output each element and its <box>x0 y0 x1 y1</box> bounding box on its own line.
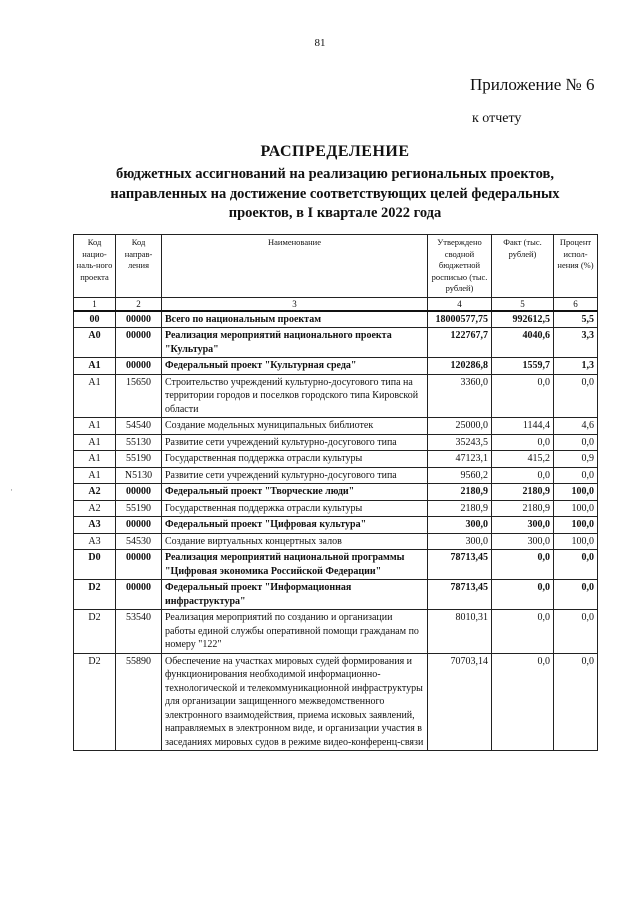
table-row <box>74 517 598 534</box>
header-name: Наименование <box>162 235 428 298</box>
name-cell: Создание виртуальных концертных залов <box>162 533 428 550</box>
percent-cell: 4,6 <box>554 418 598 435</box>
fact-cell: 415,2 <box>492 451 554 468</box>
fact-cell: 0,0 <box>492 610 554 654</box>
document-subtitle <box>60 165 610 224</box>
national-project-code-cell: D2 <box>74 580 116 610</box>
table-row <box>74 467 598 484</box>
fact-cell: 300,0 <box>492 517 554 534</box>
direction-code-cell: 55190 <box>116 451 162 468</box>
percent-cell: 0,0 <box>554 550 598 580</box>
header-approved: Утверждено сводной бюджетной росписью (тыс. рублей) <box>428 235 492 298</box>
percent-cell: 1,3 <box>554 358 598 375</box>
approved-cell: 120286,8 <box>428 358 492 375</box>
national-project-code-cell: А1 <box>74 358 116 375</box>
column-number: 4 <box>428 297 492 311</box>
national-project-code-cell: А2 <box>74 484 116 501</box>
approved-cell: 18000577,75 <box>428 311 492 328</box>
name-cell: Строительство учреждений культурно-досугового типа на территории городов и поселков городского типа Кировской области <box>162 374 428 418</box>
direction-code-cell: 00000 <box>116 484 162 501</box>
approved-cell: 3360,0 <box>428 374 492 418</box>
direction-code-cell: 15650 <box>116 374 162 418</box>
direction-code-cell: 00000 <box>116 517 162 534</box>
fact-cell: 300,0 <box>492 533 554 550</box>
fact-cell: 2180,9 <box>492 484 554 501</box>
national-project-code-cell: D2 <box>74 653 116 751</box>
fact-cell: 2180,9 <box>492 500 554 517</box>
document-title: РАСПРЕДЕЛЕНИЕ <box>260 143 410 160</box>
approved-cell: 8010,31 <box>428 610 492 654</box>
fact-cell: 0,0 <box>492 653 554 751</box>
fact-cell: 0,0 <box>492 550 554 580</box>
direction-code-cell: 00000 <box>116 358 162 375</box>
column-number-row <box>74 297 598 311</box>
approved-cell: 47123,1 <box>428 451 492 468</box>
percent-cell: 100,0 <box>554 484 598 501</box>
name-cell: Федеральный проект "Цифровая культура" <box>162 517 428 534</box>
column-number: 5 <box>492 297 554 311</box>
direction-code-cell: N5130 <box>116 467 162 484</box>
header-percent: Процент испол-нения (%) <box>554 235 598 298</box>
direction-code-cell: 00000 <box>116 328 162 358</box>
table-row <box>74 550 598 580</box>
percent-cell: 100,0 <box>554 533 598 550</box>
name-cell: Обеспечение на участках мировых судей формирования и функционирования необходимой информационно-технологической и телекоммуникационной инфраструктуры для организации защищенного межведомственного электронного взаимодействия, приема исковых заявлений, направляемых в электронном виде, и организации участия в заседаниях мировых судов в режиме видео-конференц-связи <box>162 653 428 751</box>
name-cell: Федеральный проект "Творческие люди" <box>162 484 428 501</box>
name-cell: Федеральный проект "Информационная инфраструктура" <box>162 580 428 610</box>
percent-cell: 0,0 <box>554 434 598 451</box>
page-number: 81 <box>314 37 326 49</box>
approved-cell: 300,0 <box>428 533 492 550</box>
column-number: 2 <box>116 297 162 311</box>
approved-cell: 2180,9 <box>428 484 492 501</box>
percent-cell: 0,0 <box>554 653 598 751</box>
subtitle-line: бюджетных ассигнований на реализацию региональных проектов, <box>116 166 554 182</box>
table-row <box>74 653 598 751</box>
direction-code-cell: 00000 <box>116 580 162 610</box>
fact-cell: 1144,4 <box>492 418 554 435</box>
approved-cell: 2180,9 <box>428 500 492 517</box>
table-row <box>74 434 598 451</box>
approved-cell: 122767,7 <box>428 328 492 358</box>
approved-cell: 78713,45 <box>428 580 492 610</box>
to-report-label: к отчету <box>472 111 522 126</box>
national-project-code-cell: А0 <box>74 328 116 358</box>
table-row <box>74 418 598 435</box>
percent-cell: 5,5 <box>554 311 598 328</box>
column-number: 6 <box>554 297 598 311</box>
table-row <box>74 451 598 468</box>
fact-cell: 1559,7 <box>492 358 554 375</box>
name-cell: Создание модельных муниципальных библиотек <box>162 418 428 435</box>
national-project-code-cell: А1 <box>74 467 116 484</box>
approved-cell: 9560,2 <box>428 467 492 484</box>
national-project-code-cell: А3 <box>74 533 116 550</box>
national-project-code-cell: А3 <box>74 517 116 534</box>
fact-cell: 0,0 <box>492 467 554 484</box>
subtitle-line: проектов, в I квартале 2022 года <box>228 205 442 221</box>
name-cell: Государственная поддержка отрасли культуры <box>162 451 428 468</box>
margin-mark: · <box>10 485 13 495</box>
table-row <box>74 580 598 610</box>
fact-cell: 0,0 <box>492 434 554 451</box>
header-fact: Факт (тыс. рублей) <box>492 235 554 298</box>
national-project-code-cell: А1 <box>74 374 116 418</box>
name-cell: Развитие сети учреждений культурно-досугового типа <box>162 467 428 484</box>
table-row <box>74 328 598 358</box>
name-cell: Всего по национальным проектам <box>162 311 428 328</box>
table-row <box>74 311 598 328</box>
direction-code-cell: 55890 <box>116 653 162 751</box>
name-cell: Федеральный проект "Культурная среда" <box>162 358 428 375</box>
fact-cell: 0,0 <box>492 580 554 610</box>
approved-cell: 300,0 <box>428 517 492 534</box>
direction-code-cell: 00000 <box>116 311 162 328</box>
subtitle-line: направленных на достижение соответствующих целей федеральных <box>110 185 560 202</box>
column-number: 3 <box>162 297 428 311</box>
table-row <box>74 610 598 654</box>
table-row <box>74 358 598 375</box>
direction-code-cell: 54530 <box>116 533 162 550</box>
table-row <box>74 484 598 501</box>
percent-cell: 3,3 <box>554 328 598 358</box>
direction-code-cell: 00000 <box>116 550 162 580</box>
name-cell: Развитие сети учреждений культурно-досугового типа <box>162 434 428 451</box>
fact-cell: 4040,6 <box>492 328 554 358</box>
percent-cell: 0,0 <box>554 467 598 484</box>
approved-cell: 35243,5 <box>428 434 492 451</box>
national-project-code-cell: D0 <box>74 550 116 580</box>
direction-code-cell: 55130 <box>116 434 162 451</box>
header-national-project-code: Код нацио-наль-ного проекта <box>74 235 116 298</box>
header-direction-code: Код направ-ления <box>116 235 162 298</box>
national-project-code-cell: D2 <box>74 610 116 654</box>
table-row <box>74 500 598 517</box>
national-project-code-cell: А1 <box>74 451 116 468</box>
direction-code-cell: 53540 <box>116 610 162 654</box>
fact-cell: 0,0 <box>492 374 554 418</box>
column-number: 1 <box>74 297 116 311</box>
national-project-code-cell: 00 <box>74 311 116 328</box>
national-project-code-cell: А2 <box>74 500 116 517</box>
table-row <box>74 374 598 418</box>
direction-code-cell: 54540 <box>116 418 162 435</box>
name-cell: Государственная поддержка отрасли культуры <box>162 500 428 517</box>
name-cell: Реализация мероприятий национального проекта "Культура" <box>162 328 428 358</box>
direction-code-cell: 55190 <box>116 500 162 517</box>
fact-cell: 992612,5 <box>492 311 554 328</box>
national-project-code-cell: А1 <box>74 434 116 451</box>
percent-cell: 100,0 <box>554 517 598 534</box>
percent-cell: 0,9 <box>554 451 598 468</box>
annex-label: Приложение № 6 <box>470 75 595 94</box>
national-project-code-cell: А1 <box>74 418 116 435</box>
table-row <box>74 533 598 550</box>
percent-cell: 0,0 <box>554 374 598 418</box>
approved-cell: 70703,14 <box>428 653 492 751</box>
name-cell: Реализация мероприятий национальной программы "Цифровая экономика Российской Федерации" <box>162 550 428 580</box>
percent-cell: 0,0 <box>554 580 598 610</box>
budget-table <box>73 234 598 751</box>
approved-cell: 78713,45 <box>428 550 492 580</box>
name-cell: Реализация мероприятий по созданию и организации работы единой службы оперативной помощи гражданам по номеру "122" <box>162 610 428 654</box>
percent-cell: 0,0 <box>554 610 598 654</box>
percent-cell: 100,0 <box>554 500 598 517</box>
approved-cell: 25000,0 <box>428 418 492 435</box>
table-header-row <box>74 235 598 298</box>
